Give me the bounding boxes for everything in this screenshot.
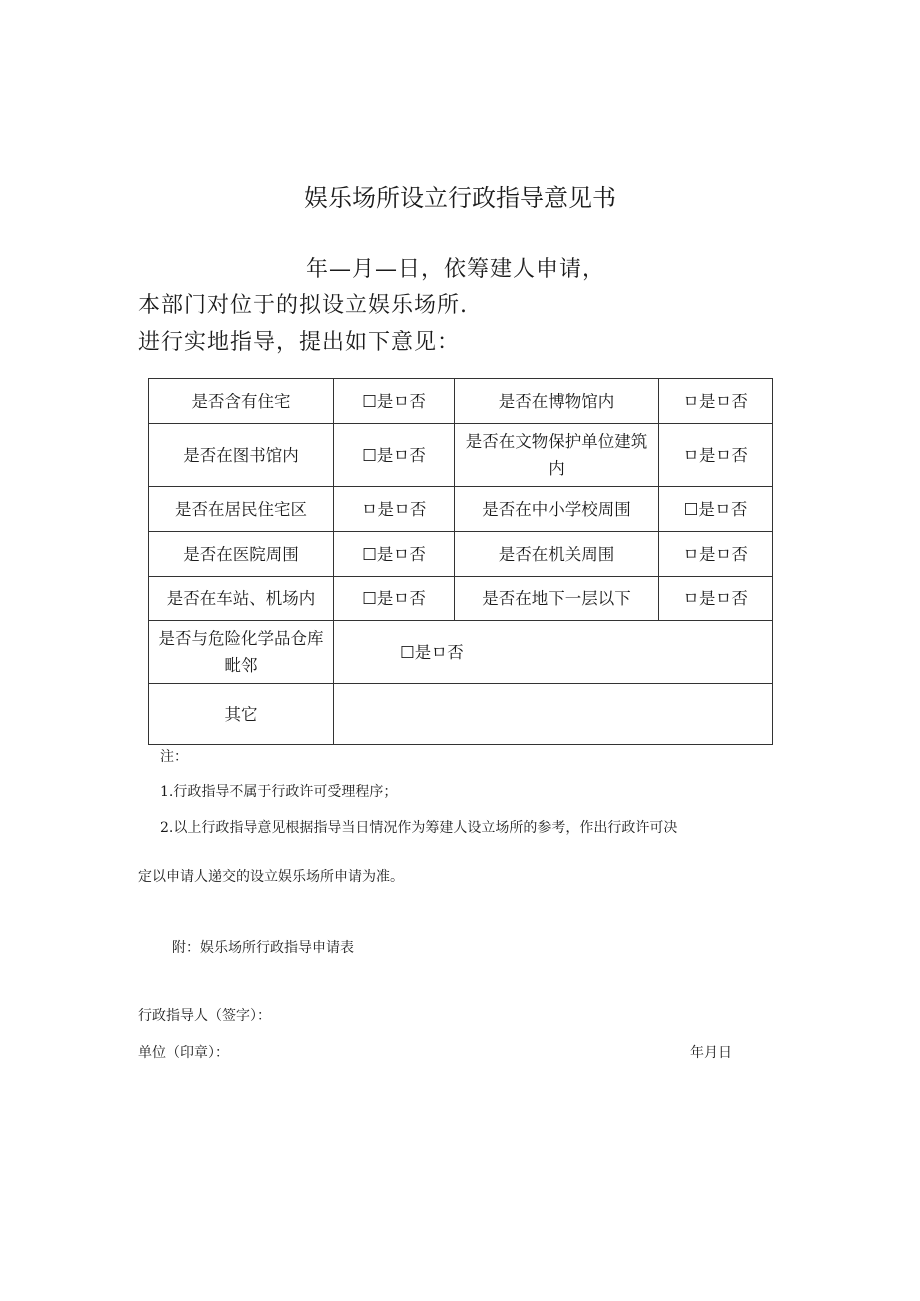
row-label: 是否在机关周围 (455, 532, 659, 577)
yes-no-checkbox[interactable]: ☐是ㅁ否 (659, 487, 773, 532)
row-label: 是否在居民住宅区 (149, 487, 334, 532)
table-row (149, 487, 773, 532)
hazard-label: 是否与危险化学品仓库毗邻 (149, 621, 334, 684)
table-row (149, 424, 773, 487)
note-item-2: 2.以上行政指导意见根据指导当日情况作为筹建人设立场所的参考，作出行政许可决 (160, 820, 678, 836)
row-label: 是否在图书馆内 (149, 424, 334, 487)
table-row (149, 532, 773, 577)
note-item-2-continued: 定以申请人递交的设立娱乐场所申请为准。 (138, 869, 404, 885)
yes-no-checkbox[interactable]: ☐是ㅁ否 (334, 532, 455, 577)
attachment-line: 附：娱乐场所行政指导申请表 (172, 940, 354, 956)
hazard-yes-no-checkbox[interactable]: ☐是ㅁ否 (334, 621, 773, 684)
row-label: 是否在文物保护单位建筑内 (455, 424, 659, 487)
signer-label: 行政指导人（签字）： (138, 1008, 271, 1024)
row-label: 是否含有住宅 (149, 379, 334, 424)
opinion-table (148, 378, 773, 745)
table-row-hazard (149, 621, 773, 684)
yes-no-checkbox[interactable]: ㅁ是ㅁ否 (659, 424, 773, 487)
page-title: 娱乐场所设立行政指导意见书 (304, 184, 616, 212)
table-row (149, 379, 773, 424)
row-label: 是否在地下一层以下 (455, 577, 659, 621)
other-label: 其它 (149, 684, 334, 745)
intro-line-guidance: 进行实地指导，提出如下意见： (138, 330, 461, 355)
note-item-1: 1.行政指导不属于行政许可受理程序； (160, 784, 398, 800)
yes-no-checkbox[interactable]: ㅁ是ㅁ否 (659, 577, 773, 621)
row-label: 是否在博物馆内 (455, 379, 659, 424)
date-label: 年月日 (690, 1045, 732, 1061)
intro-line-location: 本部门对位于的拟设立娱乐场所. (138, 293, 468, 318)
unit-seal-label: 单位（印章）： (138, 1045, 229, 1061)
yes-no-checkbox[interactable]: ㅁ是ㅁ否 (334, 487, 455, 532)
row-label: 是否在医院周围 (149, 532, 334, 577)
yes-no-checkbox[interactable]: ☐是ㅁ否 (334, 577, 455, 621)
table-row (149, 577, 773, 621)
yes-no-checkbox[interactable]: ☐是ㅁ否 (334, 424, 455, 487)
yes-no-checkbox[interactable]: ☐是ㅁ否 (334, 379, 455, 424)
notes-heading: 注： (160, 749, 188, 765)
other-input[interactable] (334, 684, 773, 745)
yes-no-checkbox[interactable]: ㅁ是ㅁ否 (659, 532, 773, 577)
yes-no-checkbox[interactable]: ㅁ是ㅁ否 (659, 379, 773, 424)
table-row-other (149, 684, 773, 745)
intro-line-date: 年—月—日，依筹建人申请， (306, 257, 606, 282)
row-label: 是否在中小学校周围 (455, 487, 659, 532)
row-label: 是否在车站、机场内 (149, 577, 334, 621)
